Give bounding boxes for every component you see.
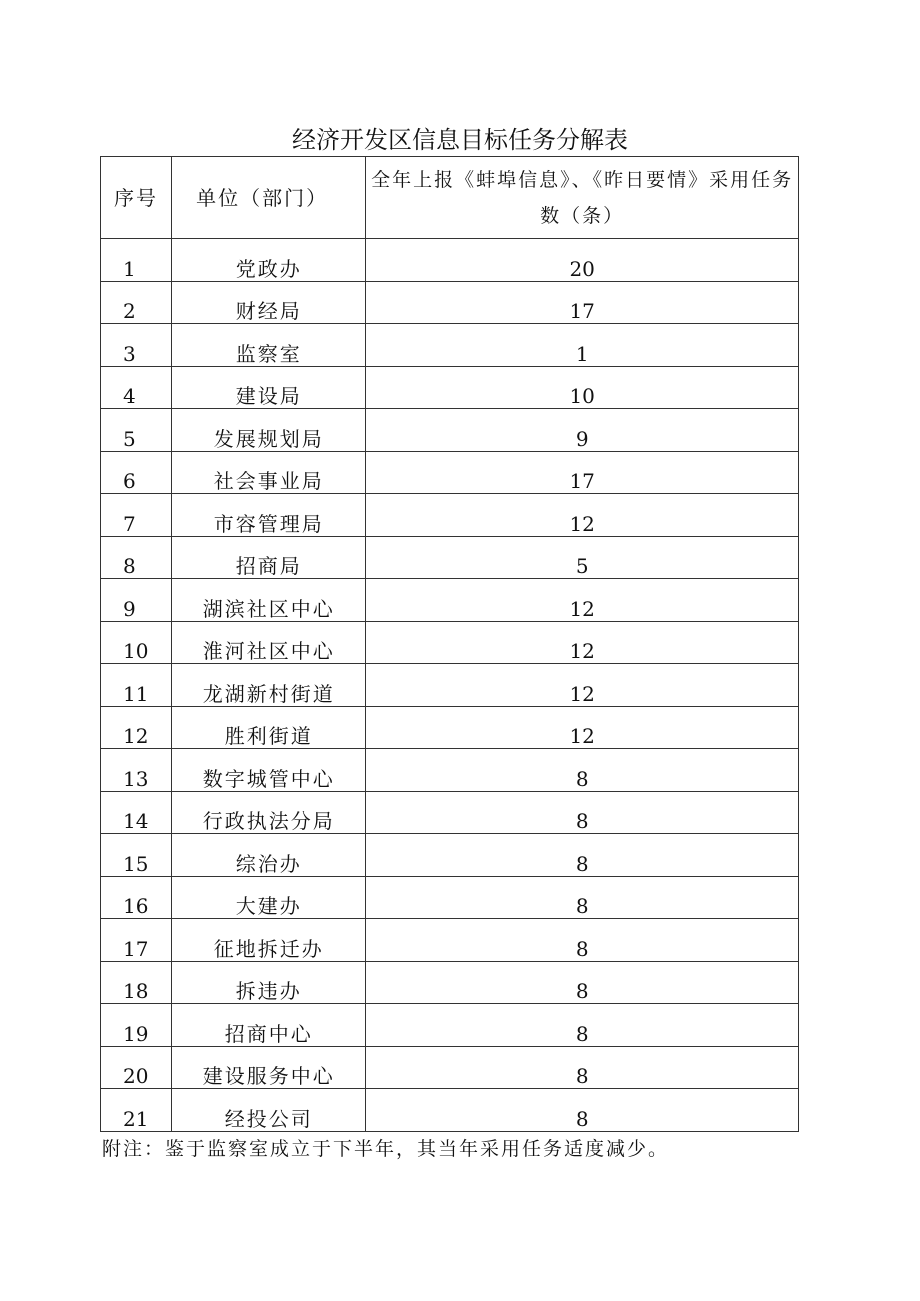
cell-unit: 征地拆迁办 [172, 919, 366, 962]
table-row [101, 621, 799, 664]
table-row [101, 834, 799, 877]
table-row [101, 324, 799, 367]
cell-task-count: 5 [366, 536, 799, 579]
cell-unit: 综治办 [172, 834, 366, 877]
table-row [101, 239, 799, 282]
cell-serial-number: 12 [101, 706, 172, 749]
cell-serial-number: 21 [101, 1089, 172, 1132]
header-serial-number: 序号 [101, 157, 172, 239]
header-task-count: 全年上报《蚌埠信息》、《昨日要情》采用任务数（条） [366, 157, 799, 239]
cell-serial-number: 8 [101, 536, 172, 579]
cell-task-count: 12 [366, 706, 799, 749]
cell-task-count: 9 [366, 409, 799, 452]
cell-task-count: 12 [366, 664, 799, 707]
cell-task-count: 17 [366, 281, 799, 324]
table-row [101, 1046, 799, 1089]
cell-task-count: 8 [366, 834, 799, 877]
cell-serial-number: 2 [101, 281, 172, 324]
table-row [101, 1004, 799, 1047]
cell-unit: 财经局 [172, 281, 366, 324]
cell-task-count: 8 [366, 791, 799, 834]
cell-unit: 淮河社区中心 [172, 621, 366, 664]
cell-unit: 行政执法分局 [172, 791, 366, 834]
table-row [101, 579, 799, 622]
cell-serial-number: 15 [101, 834, 172, 877]
table-row [101, 791, 799, 834]
cell-task-count: 8 [366, 1089, 799, 1132]
table-body [101, 239, 799, 1132]
cell-unit: 拆违办 [172, 961, 366, 1004]
cell-unit: 龙湖新村街道 [172, 664, 366, 707]
table-row [101, 409, 799, 452]
cell-serial-number: 9 [101, 579, 172, 622]
cell-task-count: 12 [366, 621, 799, 664]
cell-task-count: 1 [366, 324, 799, 367]
cell-serial-number: 6 [101, 451, 172, 494]
cell-unit: 胜利街道 [172, 706, 366, 749]
cell-unit: 大建办 [172, 876, 366, 919]
cell-task-count: 12 [366, 579, 799, 622]
cell-unit: 市容管理局 [172, 494, 366, 537]
cell-task-count: 8 [366, 749, 799, 792]
cell-unit: 发展规划局 [172, 409, 366, 452]
table-row [101, 1089, 799, 1132]
table-row [101, 961, 799, 1004]
cell-task-count: 12 [366, 494, 799, 537]
table-header-row [101, 157, 799, 239]
cell-serial-number: 3 [101, 324, 172, 367]
table-row [101, 536, 799, 579]
header-unit: 单位（部门） [172, 157, 366, 239]
cell-unit: 监察室 [172, 324, 366, 367]
cell-task-count: 20 [366, 239, 799, 282]
cell-task-count: 17 [366, 451, 799, 494]
cell-task-count: 8 [366, 919, 799, 962]
cell-unit: 党政办 [172, 239, 366, 282]
cell-serial-number: 10 [101, 621, 172, 664]
cell-task-count: 8 [366, 876, 799, 919]
table-row [101, 281, 799, 324]
cell-serial-number: 17 [101, 919, 172, 962]
cell-serial-number: 13 [101, 749, 172, 792]
table-row [101, 706, 799, 749]
cell-serial-number: 7 [101, 494, 172, 537]
cell-serial-number: 20 [101, 1046, 172, 1089]
document-title: 经济开发区信息目标任务分解表 [292, 126, 628, 154]
cell-task-count: 8 [366, 1004, 799, 1047]
table-row [101, 664, 799, 707]
cell-unit: 建设局 [172, 366, 366, 409]
cell-unit: 社会事业局 [172, 451, 366, 494]
cell-serial-number: 18 [101, 961, 172, 1004]
table-row [101, 366, 799, 409]
task-breakdown-table [100, 156, 799, 1132]
cell-serial-number: 14 [101, 791, 172, 834]
cell-unit: 经投公司 [172, 1089, 366, 1132]
cell-serial-number: 4 [101, 366, 172, 409]
cell-task-count: 8 [366, 961, 799, 1004]
cell-unit: 建设服务中心 [172, 1046, 366, 1089]
cell-unit: 湖滨社区中心 [172, 579, 366, 622]
table-row [101, 876, 799, 919]
table-row [101, 749, 799, 792]
cell-serial-number: 19 [101, 1004, 172, 1047]
cell-task-count: 10 [366, 366, 799, 409]
cell-unit: 招商局 [172, 536, 366, 579]
cell-serial-number: 11 [101, 664, 172, 707]
cell-unit: 数字城管中心 [172, 749, 366, 792]
table-row [101, 919, 799, 962]
table-row [101, 494, 799, 537]
table-row [101, 451, 799, 494]
footnote: 附注：鉴于监察室成立于下半年，其当年采用任务适度减少。 [102, 1138, 670, 1160]
cell-serial-number: 16 [101, 876, 172, 919]
cell-unit: 招商中心 [172, 1004, 366, 1047]
cell-task-count: 8 [366, 1046, 799, 1089]
cell-serial-number: 5 [101, 409, 172, 452]
cell-serial-number: 1 [101, 239, 172, 282]
